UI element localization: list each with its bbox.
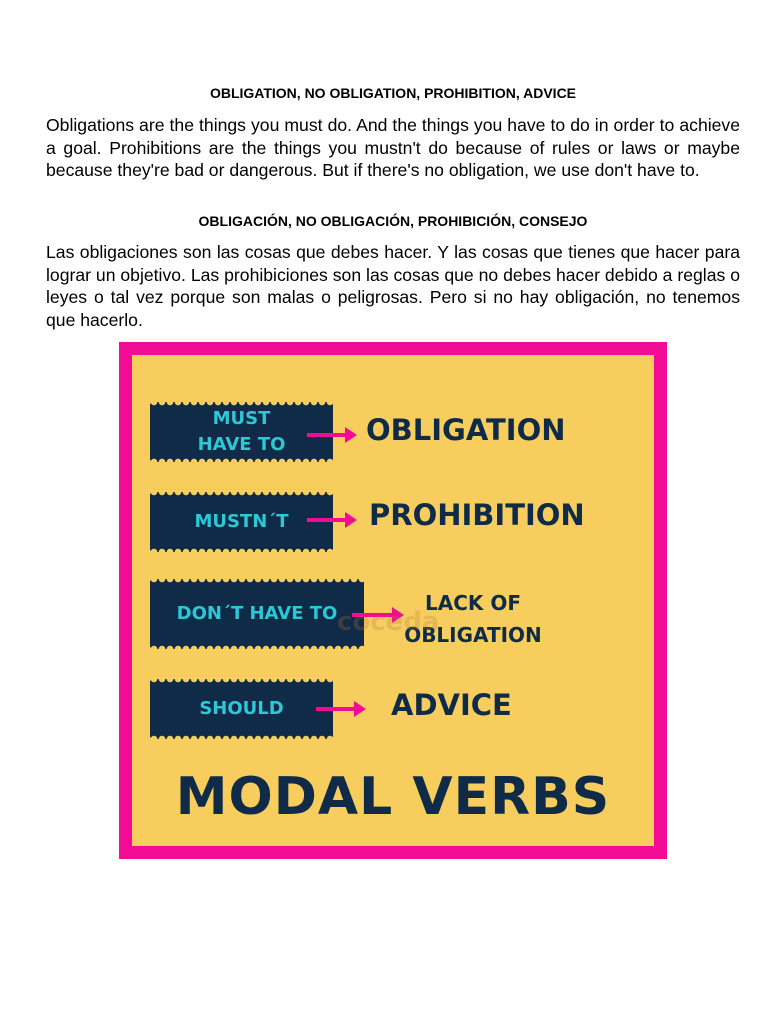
spanish-heading: OBLIGACIÓN, NO OBLIGACIÓN, PROHIBICIÓN, CONSEJO — [198, 213, 588, 229]
label-line: OBLIGATION — [404, 623, 542, 647]
spanish-paragraph: Las obligaciones son las cosas que debes hacer. Y las cosas que tienes que hacer para lograr un objetivo. Las prohibiciones son las cosas que no debes hacer debido a reglas o leyes o tal vez porque son malas o peligrosas. Pero si no hay obligación, no tenemos que hacerlo. — [46, 242, 740, 330]
pill-text: MUST — [212, 408, 271, 429]
modal-verbs-poster — [119, 342, 667, 859]
poster-title: MODAL VERBS — [175, 767, 611, 827]
arrow-icon — [316, 707, 356, 711]
pill-text: MUSTN´T — [194, 511, 289, 532]
arrow-icon — [307, 518, 347, 522]
pill-text: DON´T HAVE TO — [176, 603, 338, 624]
watermark: coceda — [337, 607, 440, 637]
english-heading: OBLIGATION, NO OBLIGATION, PROHIBITION, ADVICE — [209, 85, 577, 101]
pill-mustnt — [150, 492, 333, 552]
pill-should — [150, 679, 333, 739]
pill-text: HAVE TO — [197, 434, 286, 455]
label-advice: ADVICE — [391, 688, 512, 722]
label-obligation: OBLIGATION — [366, 413, 566, 447]
pill-dont-have-to — [150, 579, 364, 649]
label-line: LACK OF — [424, 591, 522, 615]
english-paragraph: Obligations are the things you must do. And the things you have to do in order to achieve a goal. Prohibitions are the things you mustn't do because of rules or laws or maybe because they're bad or dangerous. But if there's no obligation, we use don't have to. — [46, 115, 740, 181]
label-prohibition: PROHIBITION — [369, 498, 585, 532]
pill-must-have-to — [150, 402, 333, 462]
arrow-icon — [307, 433, 347, 437]
pill-text: SHOULD — [199, 698, 284, 719]
